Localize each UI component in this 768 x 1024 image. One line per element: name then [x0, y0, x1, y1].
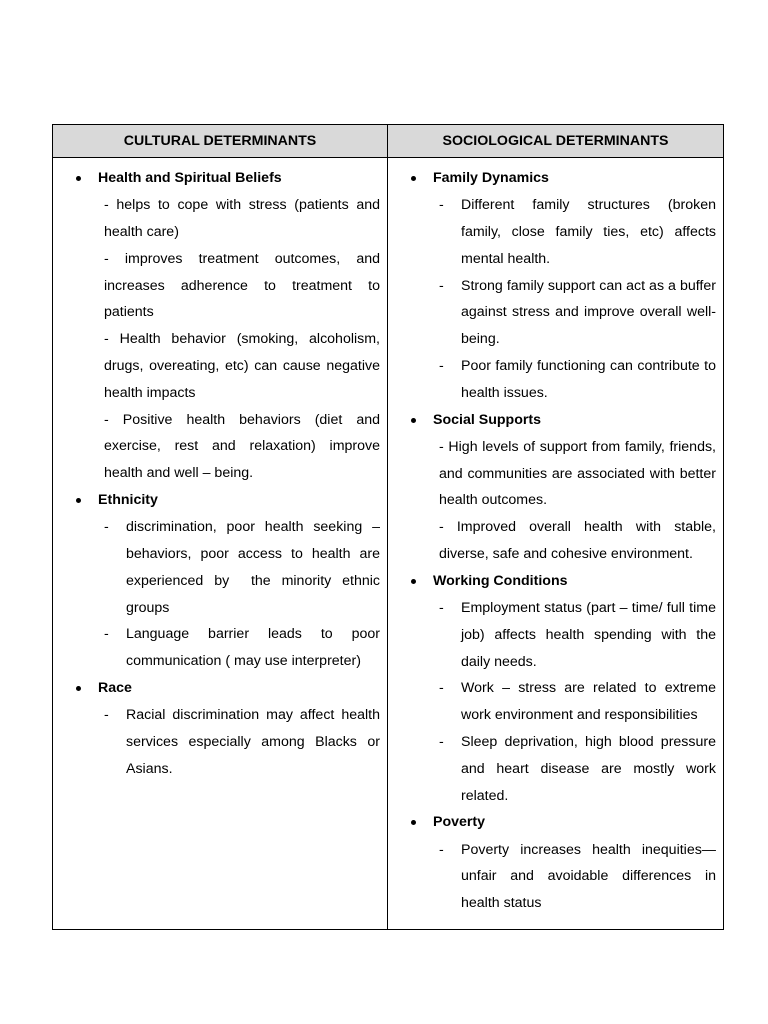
dash-marker: -: [439, 197, 444, 214]
sociological-determinants-header: SOCIOLOGICAL DETERMINANTS: [388, 125, 724, 158]
list-item: [388, 273, 716, 353]
section-poverty: [388, 809, 716, 917]
section-title: Race: [98, 679, 132, 696]
list-item: [388, 353, 716, 407]
list-item-text: Sleep deprivation, high blood pressure and heart disease are mostly work related.: [461, 733, 716, 804]
section-title: Working Conditions: [433, 572, 568, 589]
bullet-icon: [76, 686, 81, 691]
list-item: [388, 675, 716, 729]
cultural-determinants-cell: [53, 158, 388, 930]
list-item: [53, 702, 380, 782]
list-item-text: Racial discrimination may affect health services especially among Blacks or Asians.: [126, 707, 380, 777]
dash-marker: -: [439, 357, 444, 374]
list-item-text: Strong family support can act as a buffer against stress and improve overall well-being.: [461, 277, 716, 348]
section-title: Social Supports: [433, 411, 541, 428]
bullet-icon: [411, 579, 416, 584]
bullet-icon: [411, 820, 416, 825]
dash-marker: -: [104, 707, 109, 724]
list-item-text: Poor family functioning can contribute to health issues.: [461, 357, 716, 401]
bullet-icon: [76, 498, 81, 503]
paragraph: - helps to cope with stress (patients and health care): [104, 197, 380, 240]
list-item-text: discrimination, poor health seeking – behaviors, poor access to health are experienced by the minority ethnic groups: [126, 519, 380, 616]
paragraph: - improves treatment outcomes, and increases adherence to treatment to patients: [104, 250, 380, 321]
dash-marker: -: [439, 277, 444, 294]
list-item: [53, 621, 380, 675]
section-title: Health and Spiritual Beliefs: [98, 170, 282, 186]
list-item: [388, 595, 716, 675]
dash-marker: -: [439, 599, 444, 616]
content-row: [53, 158, 724, 930]
list-item: [53, 514, 380, 621]
list-item: [388, 837, 716, 917]
paragraph: - Positive health behaviors (diet and exercise, rest and relaxation) improve health and well – being.: [104, 411, 380, 482]
bullet-icon: [76, 176, 81, 181]
list-item-text: Employment status (part – time/ full time job) affects health spending with the daily needs.: [461, 599, 716, 670]
section-social-supports: [388, 407, 716, 568]
section-ethnicity: [53, 487, 380, 675]
section-working-conditions: [388, 568, 716, 810]
paragraph: - High levels of support from family, friends, and communities are associated with better health outcomes.: [439, 438, 716, 509]
list-item-text: Language barrier leads to poor communication ( may use interpreter): [126, 626, 380, 670]
determinants-table: [52, 124, 724, 930]
header-row: [53, 125, 724, 158]
sociological-determinants-cell: [388, 158, 724, 930]
dash-marker: -: [439, 841, 444, 858]
dash-marker: -: [104, 626, 109, 643]
section-race: [53, 675, 380, 783]
section-health-spiritual-beliefs: [53, 165, 380, 487]
list-item: [388, 729, 716, 809]
dash-marker: -: [439, 680, 444, 697]
list-item: [388, 192, 716, 272]
bullet-icon: [411, 176, 416, 181]
section-family-dynamics: [388, 165, 716, 407]
list-item-text: Different family structures (broken family, close family ties, etc) affects mental health.: [461, 197, 716, 267]
dash-marker: -: [439, 733, 444, 750]
section-title: Family Dynamics: [433, 170, 549, 186]
cultural-determinants-header: CULTURAL DETERMINANTS: [53, 125, 388, 158]
section-title: Poverty: [433, 814, 486, 831]
list-item-text: Poverty increases health inequities—unfair and avoidable differences in health status: [461, 841, 716, 912]
paragraph: - Health behavior (smoking, alcoholism, drugs, overeating, etc) can cause negative health impacts: [104, 331, 380, 401]
section-title: Ethnicity: [98, 491, 158, 508]
list-item-text: Work – stress are related to extreme work environment and responsibilities: [461, 680, 716, 724]
paragraph: - Improved overall health with stable, diverse, safe and cohesive environment.: [439, 519, 716, 562]
dash-marker: -: [104, 519, 109, 536]
bullet-icon: [411, 418, 416, 423]
